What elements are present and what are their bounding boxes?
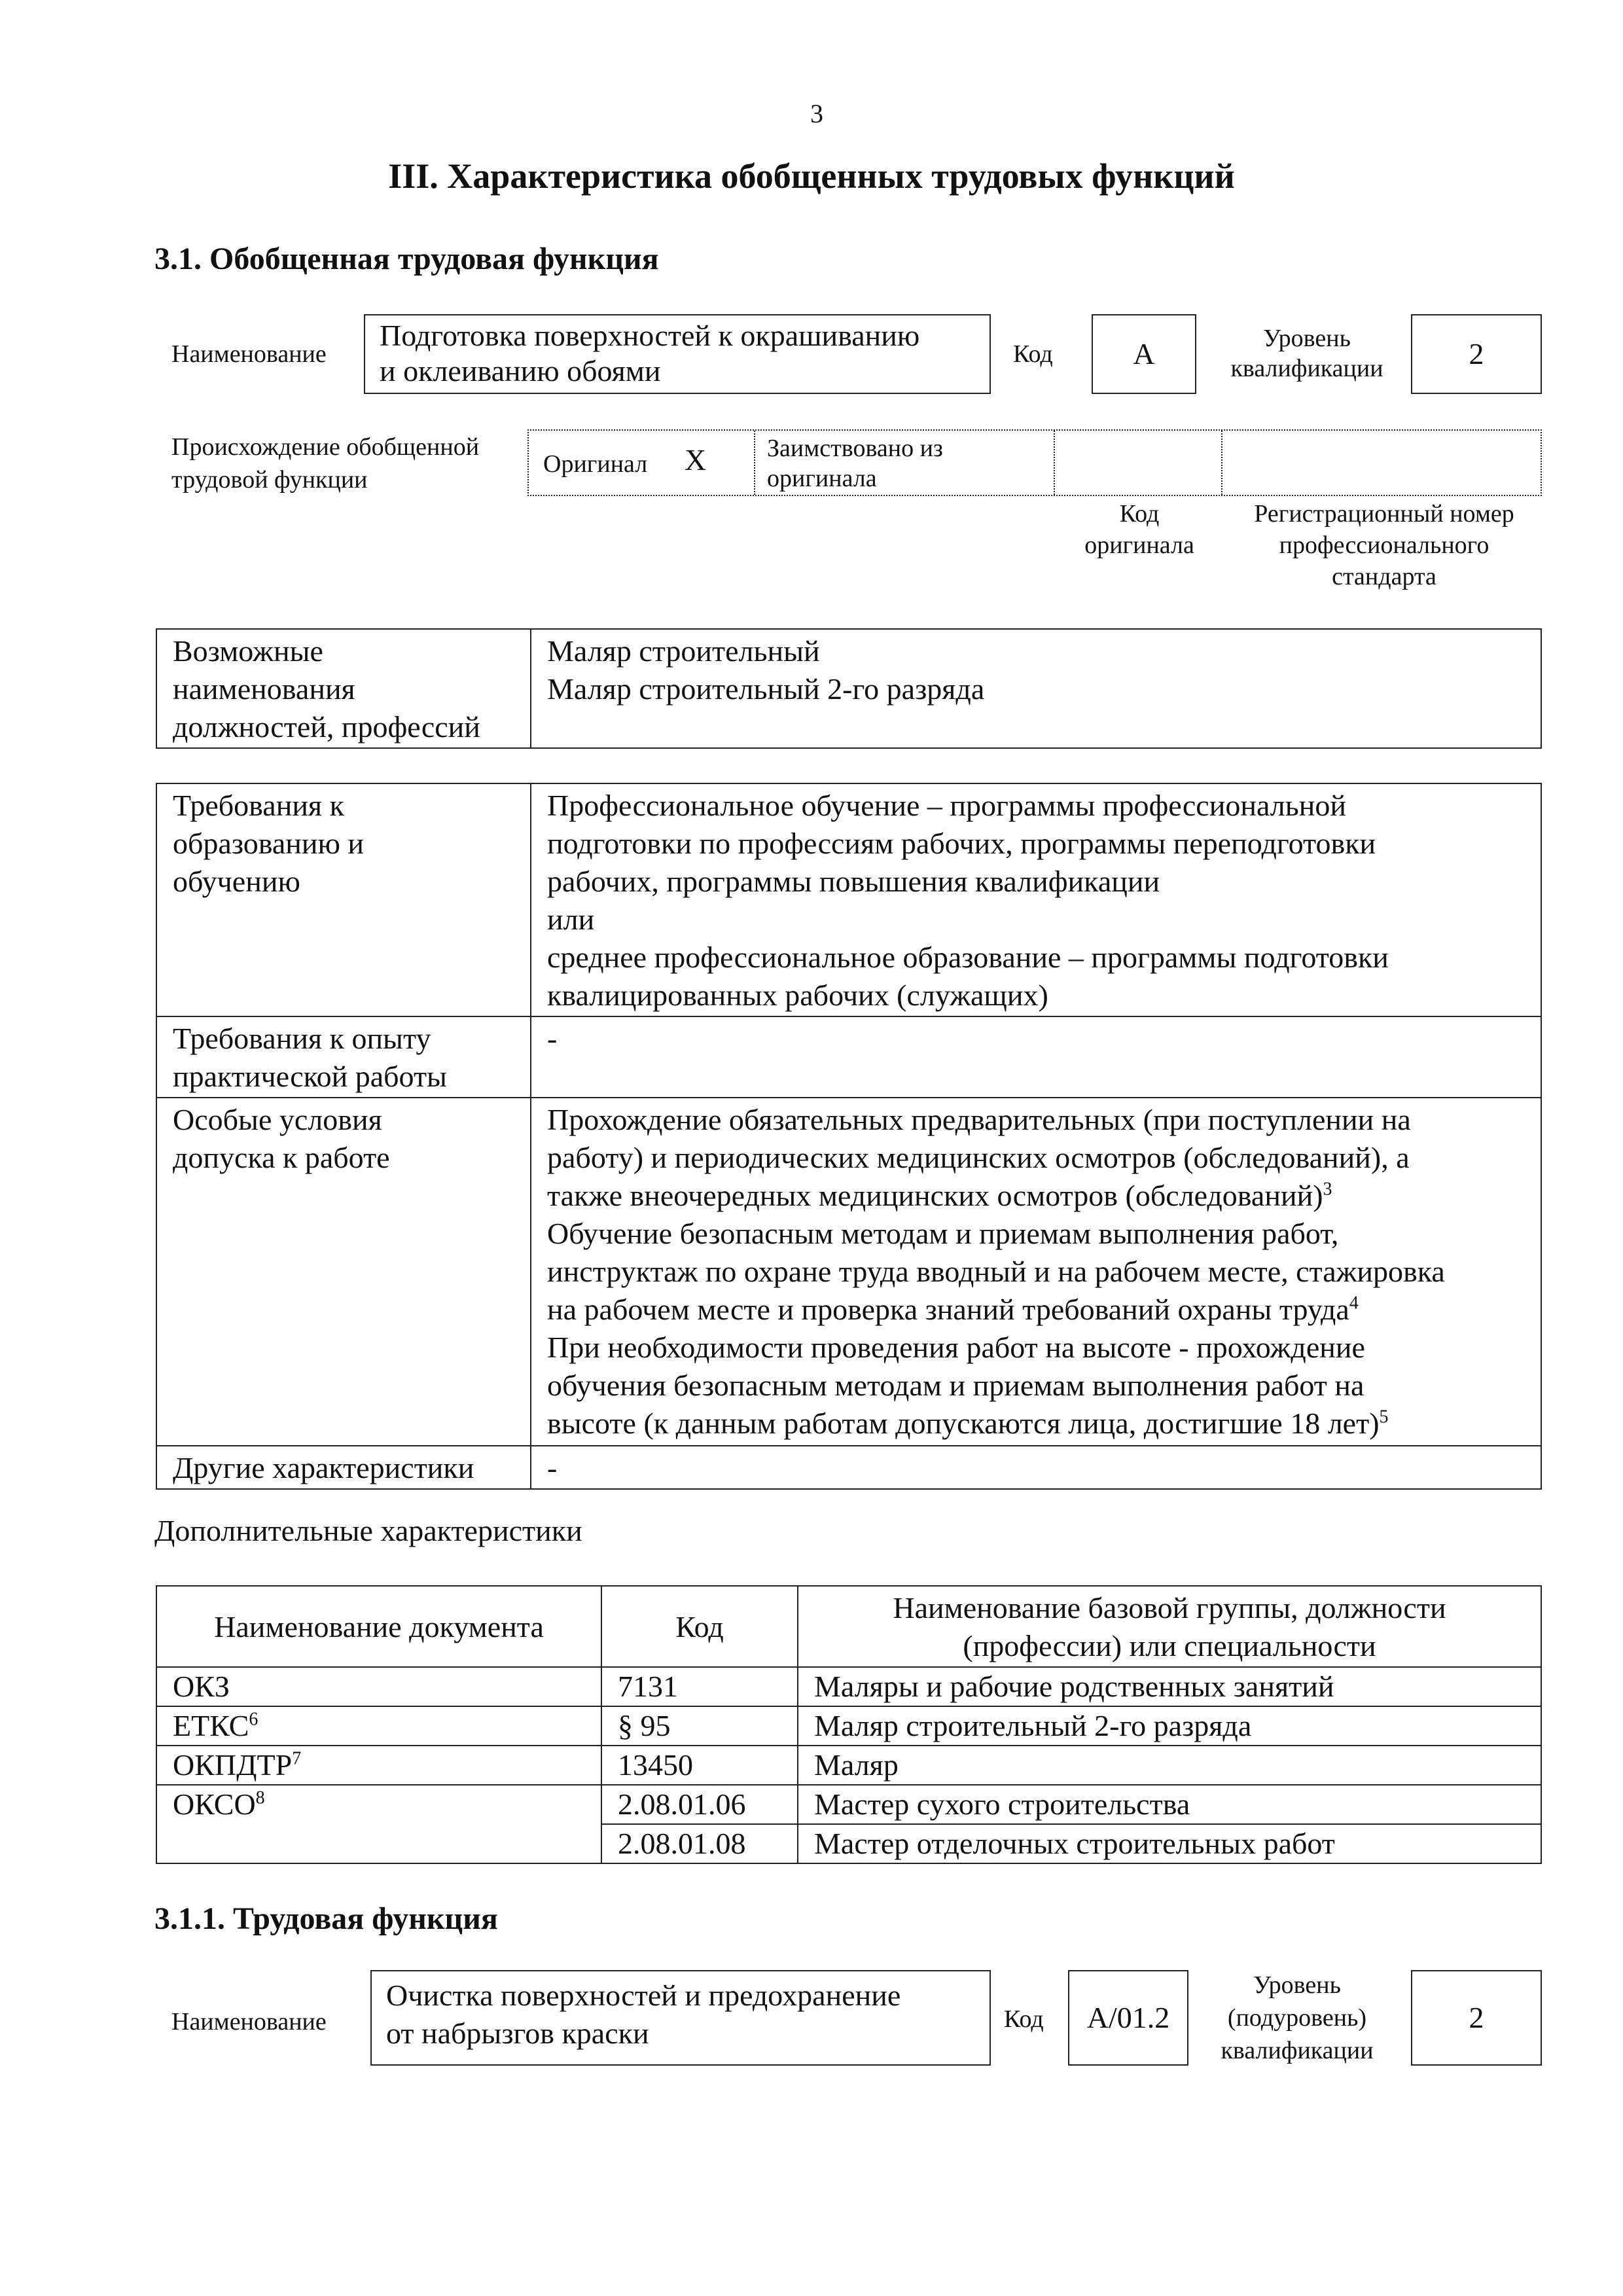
table-row	[156, 1746, 1541, 1785]
gtf-level-label-1: Уровень	[1263, 325, 1351, 352]
col-name-header-2: (профессии) или специальности	[963, 1629, 1376, 1662]
edu-label-3: обучению	[173, 865, 300, 898]
name-cell: Маляры и рабочие родственных занятий	[798, 1667, 1541, 1706]
edu-value-cell	[531, 783, 1541, 1016]
code-cell: 13450	[601, 1746, 798, 1785]
exp-label-cell	[156, 1016, 531, 1098]
doc-name: ОКСО	[173, 1787, 256, 1821]
gtf-level-value: 2	[1469, 337, 1484, 370]
edu-label-1: Требования к	[173, 789, 344, 822]
cond-line: на рабочем месте и проверка знаний требований охраны труда	[547, 1293, 1349, 1326]
other-row	[156, 1446, 1541, 1489]
gtf-name-line2: и оклеиванию обоями	[380, 354, 661, 387]
cond-line-with-footnote	[547, 1291, 1525, 1329]
col-code-header: Код	[601, 1586, 798, 1667]
tf-level-box	[1411, 1970, 1542, 2066]
cond-label-2: допуска к работе	[173, 1141, 390, 1174]
origin-box	[527, 429, 1542, 496]
name-cell: Мастер сухого строительства	[798, 1785, 1541, 1824]
positions-label-1: Возможные	[173, 634, 323, 668]
footnote-ref: 4	[1349, 1293, 1359, 1314]
positions-label-3: должностей, профессий	[173, 710, 480, 744]
gtf-heading: 3.1. Обобщенная трудовая функция	[154, 242, 659, 276]
origin-reg-caption-1: Регистрационный номер	[1254, 500, 1514, 528]
tf-code-label: Код	[1004, 2005, 1044, 2033]
doc-cell	[156, 1667, 601, 1706]
edu-row	[156, 783, 1541, 1016]
name-cell: Мастер отделочных строительных работ	[798, 1824, 1541, 1863]
code-cell: § 95	[601, 1706, 798, 1746]
name-cell: Маляр	[798, 1746, 1541, 1785]
code-cell: 2.08.01.08	[601, 1824, 798, 1863]
doc-name: ЕТКС	[173, 1709, 249, 1742]
additional-table	[156, 1585, 1542, 1864]
tf-code-box	[1068, 1970, 1188, 2066]
edu-line: квалицированных рабочих (служащих)	[547, 978, 1048, 1012]
tf-code-value: А/01.2	[1086, 2001, 1170, 2034]
table-row	[156, 1667, 1541, 1706]
origin-original-label: Оригинал	[543, 450, 648, 478]
other-value: -	[547, 1451, 558, 1484]
tf-name-line1: Очистка поверхностей и предохранение	[386, 1979, 901, 2012]
edu-line: среднее профессиональное образование – программы подготовки	[547, 941, 1389, 974]
gtf-level-box	[1411, 314, 1542, 394]
origin-borrowed-1: Заимствовано из	[767, 435, 943, 462]
gtf-level-label-2: квалификации	[1230, 355, 1383, 382]
doc-cell	[156, 1785, 601, 1863]
table-row	[156, 1706, 1541, 1746]
cond-row	[156, 1098, 1541, 1446]
origin-reg-caption-3: стандарта	[1332, 563, 1436, 590]
cond-line-with-footnote	[547, 1177, 1525, 1215]
doc-name: ОКЗ	[173, 1670, 230, 1703]
edu-label-2: образованию и	[173, 827, 364, 860]
origin-label-1: Происхождение обобщенной	[171, 433, 480, 461]
footnote-ref: 3	[1323, 1179, 1332, 1200]
cond-line: высоте (к данным работам допускаются лица, достигшие 18 лет)	[547, 1407, 1380, 1440]
exp-value-cell	[531, 1016, 1541, 1098]
footnote-ref: 8	[255, 1787, 265, 1808]
other-value-cell	[531, 1446, 1541, 1489]
other-label-cell	[156, 1446, 531, 1489]
tf-heading: 3.1.1. Трудовая функция	[154, 1901, 498, 1936]
tf-level-label-3: квалификации	[1221, 2037, 1374, 2064]
doc-cell	[156, 1706, 601, 1746]
doc-name: ОКПДТР	[173, 1748, 293, 1782]
exp-value: -	[547, 1022, 558, 1055]
origin-divider-3	[1221, 431, 1222, 495]
cond-label-1: Особые условия	[173, 1103, 382, 1136]
name-cell: Маляр строительный 2-го разряда	[798, 1706, 1541, 1746]
cond-label-cell	[156, 1098, 531, 1446]
tf-level-label-1: Уровень	[1253, 1971, 1341, 1999]
positions-value-2: Маляр строительный 2-го разряда	[547, 672, 985, 706]
origin-code-caption-2: оригинала	[1084, 531, 1194, 559]
footnote-ref: 5	[1379, 1407, 1389, 1427]
cond-line: обучения безопасным методам и приемам выполнения работ на	[547, 1369, 1364, 1402]
edu-line: Профессиональное обучение – программы профессиональной	[547, 789, 1346, 822]
footnote-ref: 7	[292, 1748, 302, 1769]
positions-label-2: наименования	[173, 672, 355, 706]
gtf-code-label: Код	[1013, 340, 1053, 368]
gtf-name-box	[364, 314, 991, 394]
cond-line-with-footnote	[547, 1405, 1525, 1443]
tf-name-label: Наименование	[171, 2008, 327, 2036]
origin-divider-2	[1054, 431, 1055, 495]
positions-value-cell	[531, 629, 1541, 748]
cond-value-cell	[531, 1098, 1541, 1446]
cond-line: При необходимости проведения работ на высоте - прохождение	[547, 1331, 1365, 1364]
additional-header-row	[156, 1586, 1541, 1667]
gtf-code-box	[1092, 314, 1196, 394]
tf-level-value: 2	[1469, 2001, 1484, 2034]
tf-name-box	[370, 1970, 991, 2066]
doc-cell	[156, 1746, 601, 1785]
section-title: III. Характеристика обобщенных трудовых функций	[388, 156, 1235, 196]
edu-label-cell	[156, 783, 531, 1016]
cond-line: Прохождение обязательных предварительных (при поступлении на	[547, 1103, 1411, 1136]
other-label: Другие характеристики	[173, 1451, 474, 1484]
origin-borrowed-2: оригинала	[767, 465, 877, 492]
origin-code-caption-1: Код	[1119, 500, 1160, 528]
positions-row	[156, 629, 1541, 748]
code-cell: 2.08.01.06	[601, 1785, 798, 1824]
cond-line: работу) и периодических медицинских осмотров (обследований), а	[547, 1141, 1410, 1174]
positions-value-1: Маляр строительный	[547, 634, 820, 668]
col-doc-header: Наименование документа	[156, 1586, 601, 1667]
requirements-table	[156, 783, 1542, 1490]
edu-line: рабочих, программы повышения квалификации	[547, 865, 1160, 898]
positions-label-cell	[156, 629, 531, 748]
gtf-name-line1: Подготовка поверхностей к окрашиванию	[380, 319, 920, 352]
origin-original-mark: Х	[685, 443, 707, 476]
col-name-header	[798, 1586, 1541, 1667]
edu-line: или	[547, 903, 595, 936]
tf-level-label-2: (подуровень)	[1227, 2004, 1367, 2032]
table-row	[156, 1785, 1541, 1824]
positions-table	[156, 628, 1542, 749]
exp-row	[156, 1016, 1541, 1098]
cond-line: инструктаж по охране труда вводный и на рабочем месте, стажировка	[547, 1255, 1445, 1288]
footnote-ref: 6	[249, 1709, 259, 1730]
edu-line: подготовки по профессиям рабочих, программы переподготовки	[547, 827, 1376, 860]
page-number: 3	[810, 99, 823, 128]
col-name-header-1: Наименование базовой группы, должности	[893, 1591, 1446, 1624]
exp-label-2: практической работы	[173, 1060, 447, 1093]
cond-line: также внеочередных медицинских осмотров (обследований)	[547, 1179, 1323, 1212]
gtf-code-value: А	[1133, 337, 1155, 370]
tf-name-line2: от набрызгов краски	[386, 2017, 649, 2050]
gtf-name-label: Наименование	[171, 340, 327, 368]
origin-divider-1	[754, 431, 755, 495]
cond-line: Обучение безопасным методам и приемам выполнения работ,	[547, 1217, 1339, 1250]
origin-reg-caption-2: профессионального	[1279, 531, 1489, 559]
origin-label-2: трудовой функции	[171, 466, 368, 493]
exp-label-1: Требования к опыту	[173, 1022, 431, 1055]
additional-heading: Дополнительные характеристики	[154, 1514, 582, 1547]
code-cell: 7131	[601, 1667, 798, 1706]
